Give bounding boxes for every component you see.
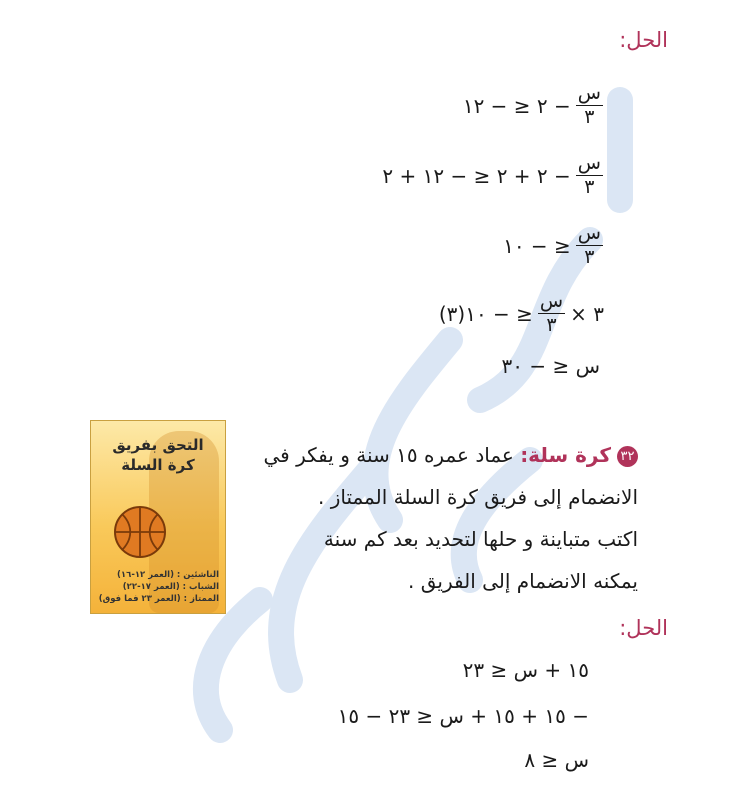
- question-line-2: الانضمام إلى فريق كرة السلة الممتاز .: [317, 485, 638, 509]
- question-title: كرة سلة:: [520, 443, 611, 467]
- equation-step-1: $\frac{\text{س}}{٣}$ − ٢ ≤ − ١٢: [462, 82, 601, 128]
- poster-age-info: الناشئين : (العمر ١٢-١٦) الشباب : (العمر ١٧-٢٢) الممتاز : (العمر ٢٣ فما فوق): [98, 570, 219, 604]
- question-line-4: يمكنه الانضمام إلى الفريق .: [408, 569, 638, 593]
- equation-step-5: س ≤ − ٣٠: [501, 354, 600, 378]
- basketball-team-poster: [90, 420, 226, 614]
- question-line-3: اكتب متباينة و حلها لتحديد بعد كم سنة: [323, 527, 638, 551]
- inequality-step-1: ١٥ + س ≤ ٢٣: [462, 658, 589, 682]
- equation-step-3: $\frac{\text{س}}{٣}$ ≤ − ١٠: [503, 222, 601, 268]
- question-32: [218, 434, 638, 602]
- question-line-1: ٣٢كرة سلة: عماد عمره ١٥ سنة و يفكر في: [218, 434, 638, 476]
- equation-step-2: $\frac{\text{س}}{٣}$ − ٢ + ٢ ≤ − ١٢ + ٢: [382, 152, 601, 198]
- fraction: $\frac{\text{س}}{٣}$: [577, 222, 601, 268]
- solution-heading-2: الحل:: [619, 616, 668, 640]
- fraction: $\frac{\text{س}}{٣}$: [577, 152, 601, 198]
- fraction: $\frac{\text{س}}{٣}$: [539, 290, 564, 336]
- watermark-graphic: [150, 40, 670, 760]
- solution-heading-1: الحل:: [619, 28, 668, 52]
- poster-title: التحق بفريق كرة السلة: [112, 436, 204, 474]
- fraction: $\frac{\text{س}}{٣}$: [577, 82, 601, 128]
- inequality-step-3: س ≤ ٨: [524, 748, 589, 772]
- basketball-icon: [113, 505, 167, 559]
- question-number-badge: ٣٢: [617, 446, 638, 467]
- equation-step-4: ٣ × $\frac{\text{س}}{٣}$ ≤ − ١٠(٣): [438, 290, 604, 336]
- inequality-step-2: − ١٥ + ١٥ + س ≤ ٢٣ − ١٥: [337, 704, 589, 728]
